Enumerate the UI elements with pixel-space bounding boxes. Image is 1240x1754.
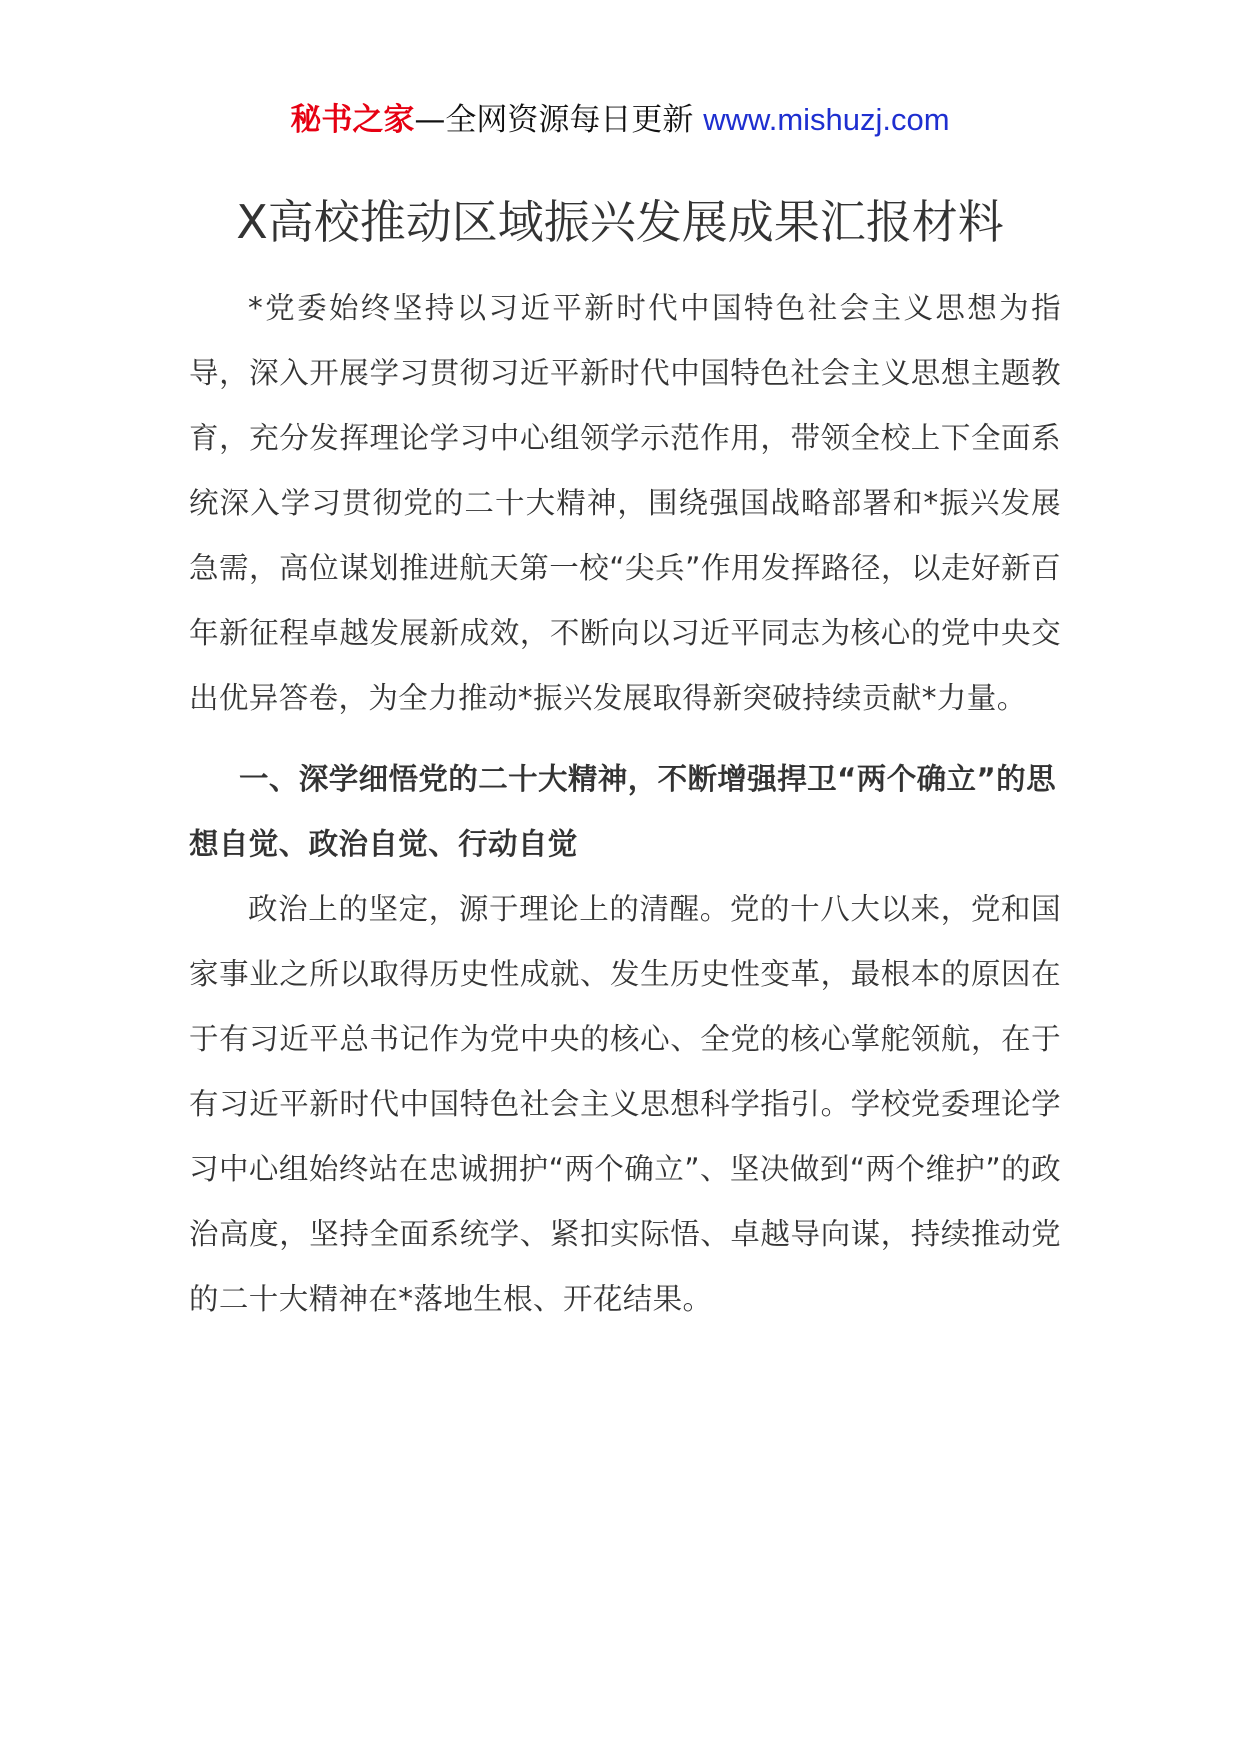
section-1-paragraph: 政治上的坚定，源于理论上的清醒。党的十八大以来，党和国家事业之所以取得历史性成就、发生历史性变革，最根本的原因在于有习近平总书记作为党中央的核心、全党的核心掌舵领航，在于有习近平新时代中国特色社会主义思想科学指引。学校党委理论学习中心组始终站在忠诚拥护“两个确立”、坚决做到“两个维护”的政治高度，坚持全面系统学、紧扣实际悟、卓越导向谋，持续推动党的二十大精神在*落地生根、开花结果。: [189, 892, 1061, 1316]
site-header: [0, 100, 1240, 140]
section-1-heading: 一、深学细悟党的二十大精神，不断增强捍卫“两个确立”的思想自觉、政治自觉、行动自觉: [189, 762, 1056, 861]
header-slogan: —全网资源每日更新: [414, 102, 694, 138]
intro-paragraph: *党委始终坚持以习近平新时代中国特色社会主义思想为指导，深入开展学习贯彻习近平新时代中国特色社会主义思想主题教育，充分发挥理论学习中心组领学示范作用，带领全校上下全面系统深入学习贯彻党的二十大精神，围绕强国战略部署和*振兴发展急需，高位谋划推进航天第一校“尖兵”作用发挥路径，以走好新百年新征程卓越发展新成效，不断向以习近平同志为核心的党中央交出优异答卷，为全力推动*振兴发展取得新突破持续贡献*力量。: [189, 291, 1061, 715]
document-title: X高校推动区域振兴发展成果汇报材料: [236, 195, 1004, 249]
document-body: [189, 276, 1061, 1332]
brand-name: 秘书之家: [290, 102, 415, 138]
site-url-link[interactable]: www.mishuzj.com: [703, 102, 950, 137]
